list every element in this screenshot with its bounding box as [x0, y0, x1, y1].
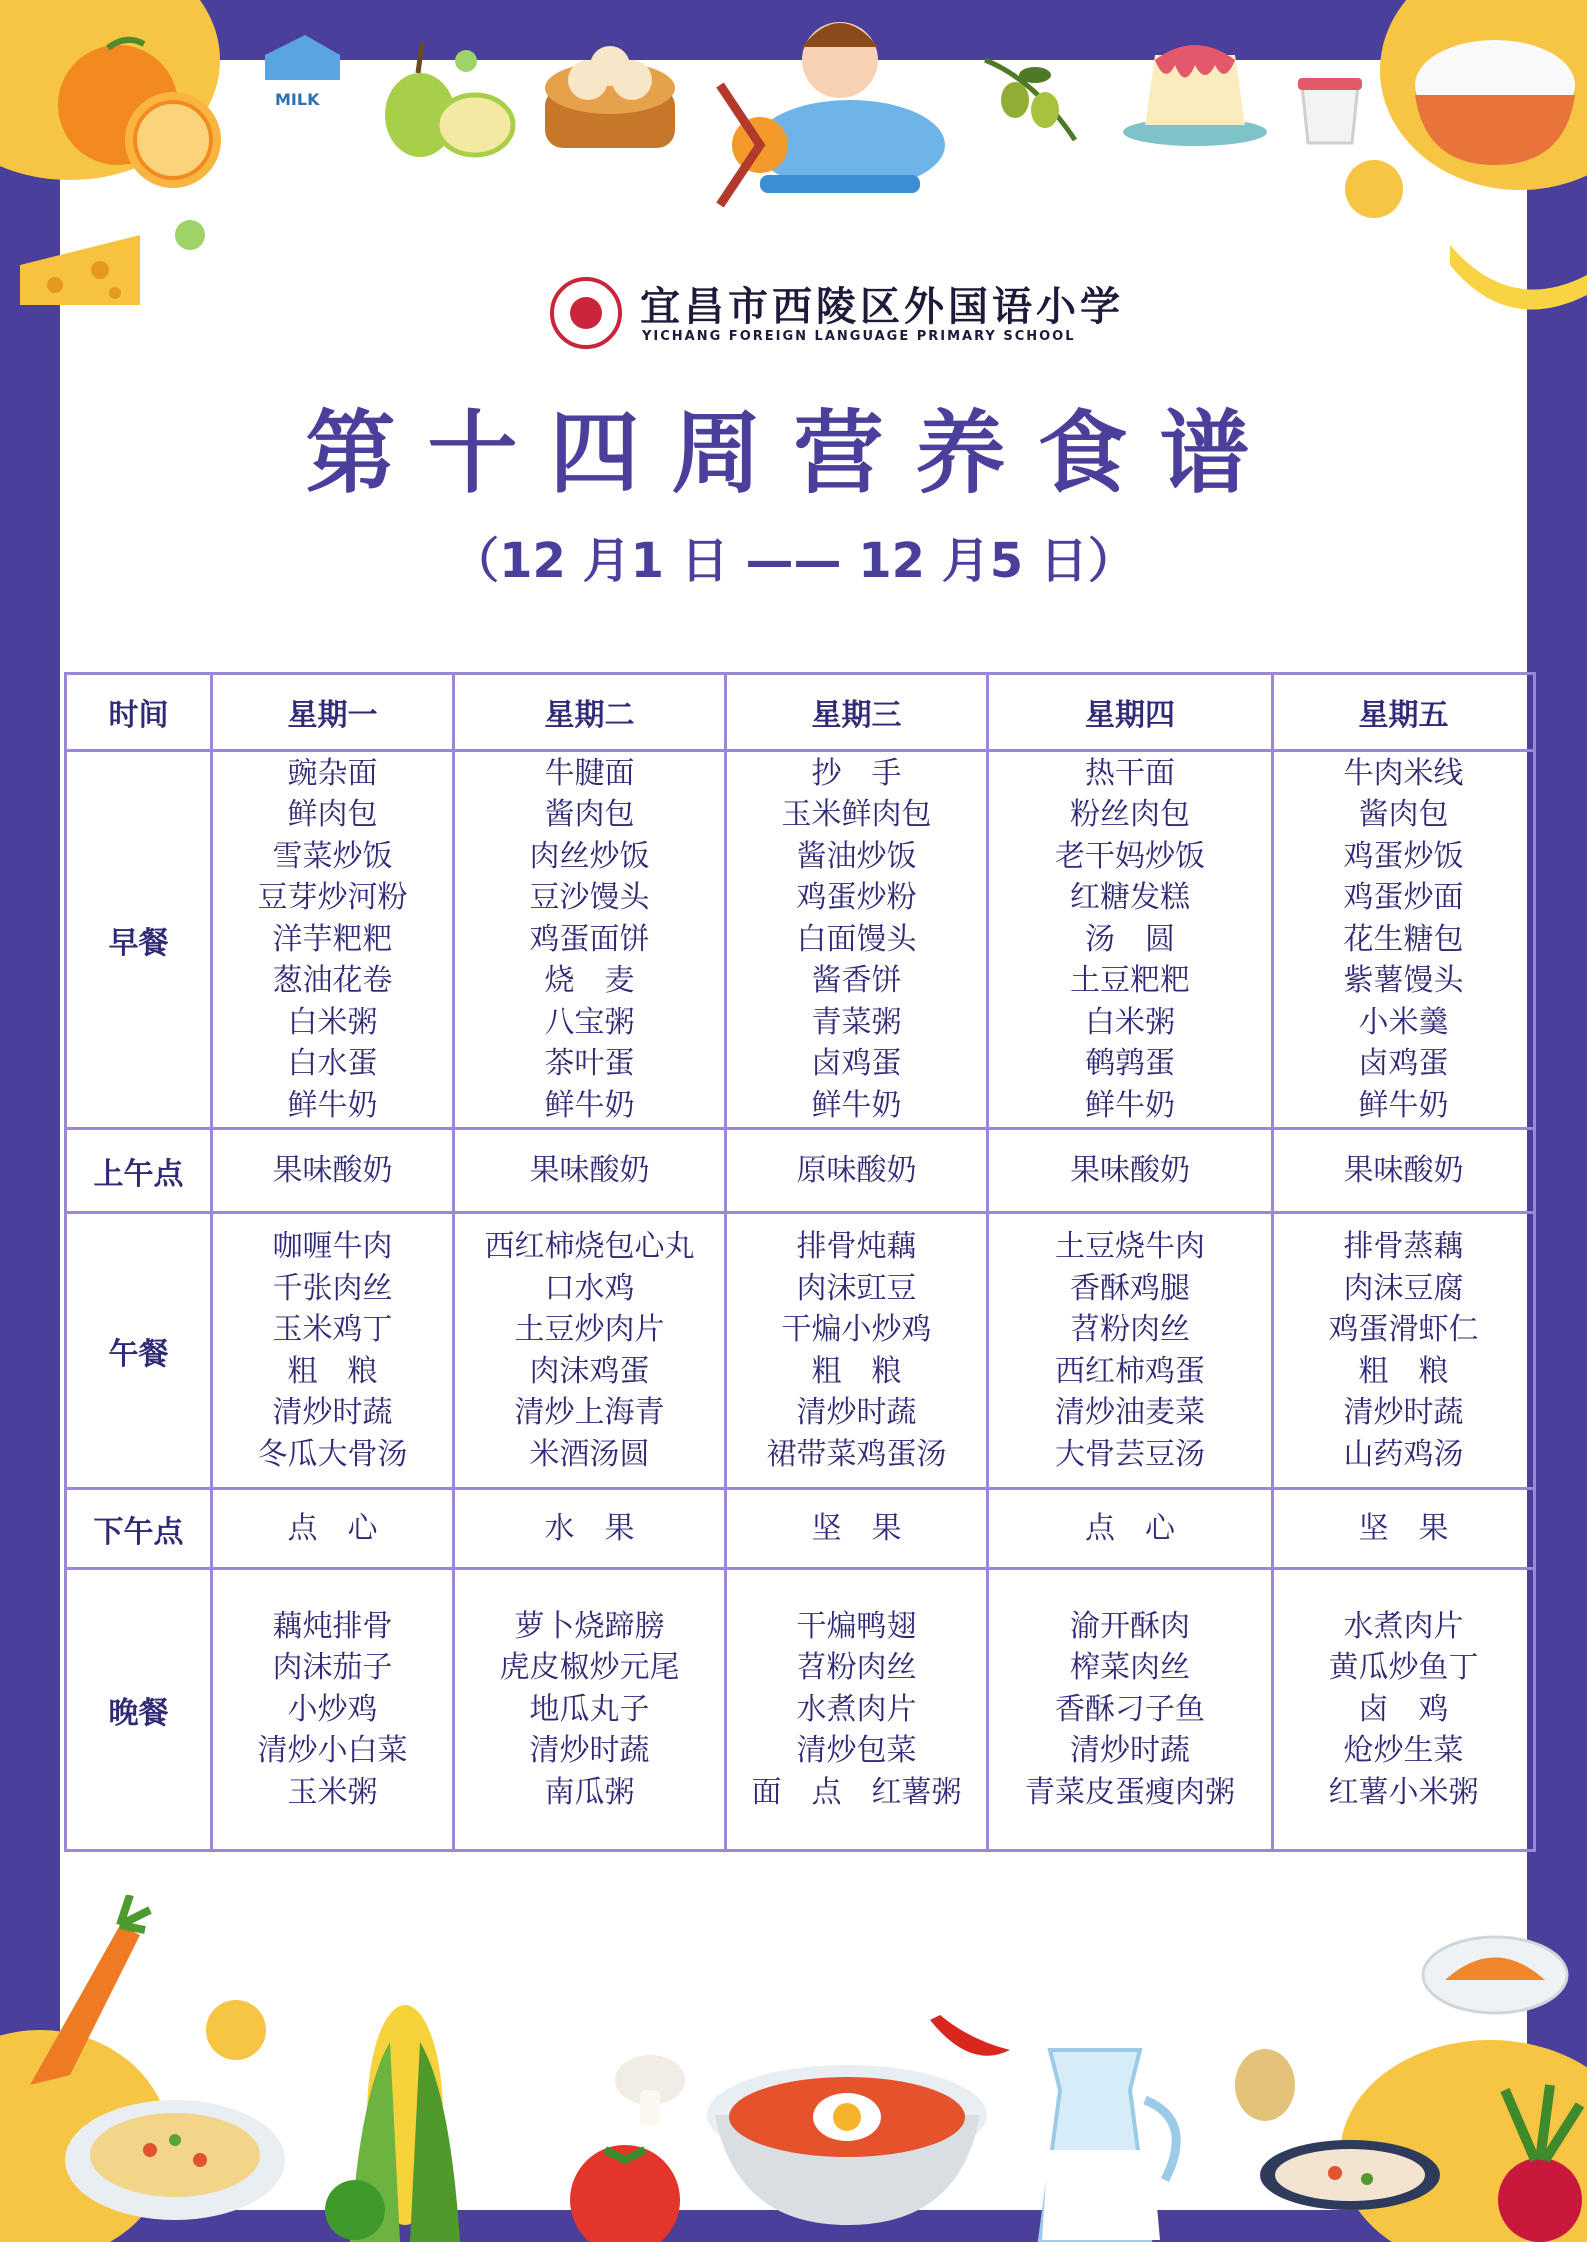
menu-item: 水煮肉片 [1343, 1608, 1464, 1644]
menu-item: 抄 手 [811, 755, 902, 791]
header-tuesday: 星期二 [454, 674, 726, 751]
menu-item: 清炒小白菜 [257, 1733, 408, 1769]
menu-item: 香酥鸡腿 [1070, 1270, 1190, 1306]
menu-item: 裙带菜鸡蛋汤 [766, 1436, 947, 1472]
menu-item: 鸡蛋炒饭 [1343, 838, 1464, 874]
menu-cell-friday [1273, 1569, 1535, 1851]
menu-item: 虎皮椒炒元尾 [499, 1650, 680, 1686]
menu-item: 口水鸡 [544, 1270, 635, 1306]
menu-cell-friday [1273, 751, 1535, 1129]
pear-icon [370, 25, 530, 165]
menu-item: 千张肉丝 [272, 1270, 393, 1306]
school-header [550, 273, 1124, 353]
menu-cell-wednesday [726, 1569, 988, 1851]
school-name-en: YICHANG FOREIGN LANGUAGE PRIMARY SCHOOL [642, 329, 1076, 344]
school-seal-icon [550, 277, 622, 349]
radish-icon [1460, 2080, 1587, 2242]
carrot-icon [20, 1895, 160, 2095]
menu-table [64, 672, 1536, 1852]
menu-cell-monday [212, 1213, 454, 1489]
meal-label: 下午点 [66, 1489, 212, 1569]
menu-item: 卤 鸡 [1358, 1691, 1449, 1727]
menu-cell-friday [1273, 1213, 1535, 1489]
airplane-kid-icon [690, 5, 960, 220]
menu-item: 小米羹 [1358, 1004, 1449, 1040]
menu-item: 鸡蛋炒面 [1343, 880, 1464, 916]
menu-item: 藕炖排骨 [272, 1608, 393, 1644]
menu-cell-thursday [988, 1569, 1273, 1851]
header-time: 时间 [66, 674, 212, 751]
dinner-row [66, 1569, 1535, 1851]
menu-item: 肉沫茄子 [272, 1650, 393, 1686]
header-thursday: 星期四 [988, 674, 1273, 751]
menu-item: 点 心 [287, 1510, 378, 1546]
menu-item: 酱肉包 [544, 797, 635, 833]
soup-bowl-icon [1255, 2135, 1445, 2242]
menu-item: 清炒时蔬 [272, 1395, 393, 1430]
meal-label: 早餐 [66, 751, 212, 1129]
menu-item: 苕粉肉丝 [1070, 1312, 1190, 1347]
menu-item: 干煸鸭翅 [796, 1608, 917, 1644]
lunch-row [66, 1213, 1535, 1489]
menu-item: 卤鸡蛋 [1358, 1046, 1449, 1082]
header-friday: 星期五 [1273, 674, 1535, 751]
menu-item: 肉沫鸡蛋 [529, 1353, 650, 1389]
menu-item: 玉米粥 [287, 1774, 378, 1810]
yogurt-cup-icon [1290, 70, 1370, 150]
menu-cell-friday [1273, 1489, 1535, 1569]
menu-cell-tuesday [454, 751, 726, 1129]
menu-item: 冬瓜大骨汤 [257, 1436, 408, 1472]
menu-item: 肉沫豆腐 [1343, 1270, 1464, 1306]
rice-bowl-icon [1405, 20, 1585, 180]
menu-item: 牛腱面 [544, 755, 635, 791]
menu-item: 点 心 [1085, 1510, 1175, 1546]
meal-label: 晚餐 [66, 1569, 212, 1851]
menu-item: 白米粥 [1085, 1004, 1175, 1040]
menu-item: 白米粥 [287, 1004, 378, 1040]
menu-item: 洋芋粑粑 [272, 921, 393, 957]
menu-item: 排骨蒸藕 [1343, 1229, 1464, 1264]
yellow-dot-decoration [206, 2000, 266, 2060]
menu-item: 豌杂面 [287, 755, 378, 791]
menu-cell-monday [212, 1129, 454, 1213]
cheese-icon [15, 225, 145, 315]
noodle-bowl-icon [705, 2055, 990, 2242]
milk-jug-icon [1020, 2030, 1200, 2242]
tomato-icon [560, 2130, 690, 2242]
menu-item: 原味酸奶 [796, 1152, 917, 1188]
menu-item: 土豆粑粑 [1070, 963, 1190, 999]
menu-item: 炝炒生菜 [1343, 1733, 1464, 1769]
menu-cell-thursday [988, 1489, 1273, 1569]
mushroom-icon [610, 2050, 690, 2130]
menu-item: 豆沙馒头 [529, 880, 650, 916]
menu-item: 果味酸奶 [529, 1152, 650, 1188]
menu-item: 玉米鸡丁 [272, 1312, 393, 1347]
menu-cell-tuesday [454, 1213, 726, 1489]
menu-item: 果味酸奶 [1070, 1152, 1190, 1188]
menu-item: 粉丝肉包 [1070, 797, 1190, 833]
menu-item: 香酥刁子鱼 [1055, 1691, 1205, 1727]
menu-item: 地瓜丸子 [529, 1691, 650, 1727]
svg-text:MILK: MILK [275, 90, 320, 109]
menu-item: 鲜牛奶 [1085, 1087, 1175, 1123]
menu-cell-tuesday [454, 1569, 726, 1851]
menu-item: 清炒时蔬 [1070, 1733, 1190, 1769]
afternoon-snack-row [66, 1489, 1535, 1569]
page-title: 第十四周营养食谱 [305, 401, 1282, 506]
menu-item: 渝开酥肉 [1070, 1608, 1190, 1644]
menu-item: 白面馒头 [796, 921, 917, 957]
menu-item: 烧 麦 [544, 963, 635, 999]
menu-cell-monday [212, 1569, 454, 1851]
menu-item: 果味酸奶 [272, 1152, 393, 1188]
menu-item: 鹌鹑蛋 [1085, 1046, 1175, 1082]
menu-item: 酱肉包 [1358, 797, 1449, 833]
menu-item: 茶叶蛋 [544, 1046, 635, 1082]
menu-cell-monday [212, 1489, 454, 1569]
menu-item: 玉米鲜肉包 [781, 797, 932, 833]
menu-item: 热干面 [1085, 755, 1175, 791]
menu-item: 鸡蛋滑虾仁 [1328, 1312, 1479, 1347]
menu-item: 榨菜肉丝 [1070, 1650, 1190, 1686]
menu-item: 清炒油麦菜 [1055, 1395, 1205, 1430]
table-header-row [66, 674, 1535, 751]
date-range: （12 月1 日 —— 12 月5 日） [451, 533, 1136, 589]
school-name-cn: 宜昌市西陵区外国语小学 [640, 283, 1124, 330]
menu-item: 清炒时蔬 [529, 1733, 650, 1769]
menu-item: 紫薯馒头 [1343, 963, 1464, 999]
menu-item: 肉沫豇豆 [796, 1270, 917, 1306]
menu-item: 粗 粮 [287, 1353, 378, 1389]
menu-item: 雪菜炒饭 [272, 838, 393, 874]
menu-item: 粗 粮 [811, 1353, 902, 1389]
menu-cell-thursday [988, 1213, 1273, 1489]
menu-item: 老干妈炒饭 [1055, 838, 1205, 874]
menu-item: 葱油花卷 [272, 963, 393, 999]
menu-item: 小炒鸡 [287, 1691, 378, 1727]
menu-item: 坚 果 [1358, 1510, 1449, 1546]
menu-item: 干煸小炒鸡 [781, 1312, 932, 1347]
pudding-icon [1115, 20, 1275, 150]
menu-cell-wednesday [726, 1489, 988, 1569]
meal-label: 午餐 [66, 1213, 212, 1489]
menu-item: 苕粉肉丝 [796, 1650, 917, 1686]
menu-item: 肉丝炒饭 [529, 838, 650, 874]
menu-item: 水煮肉片 [796, 1691, 917, 1727]
menu-cell-tuesday [454, 1129, 726, 1213]
menu-item: 大骨芸豆汤 [1055, 1436, 1205, 1472]
menu-cell-thursday [988, 751, 1273, 1129]
menu-item: 卤鸡蛋 [811, 1046, 902, 1082]
menu-item: 黄瓜炒鱼丁 [1328, 1650, 1479, 1686]
dumplings-plate-icon [1420, 1925, 1570, 2020]
green-pepper-icon [320, 2160, 390, 2242]
menu-item: 鸡蛋面饼 [529, 921, 650, 957]
menu-item: 青菜皮蛋瘦肉粥 [1025, 1774, 1235, 1810]
menu-item: 清炒时蔬 [1343, 1395, 1464, 1430]
menu-item: 八宝粥 [544, 1004, 635, 1040]
meal-label: 上午点 [66, 1129, 212, 1213]
menu-item: 清炒包菜 [796, 1733, 917, 1769]
menu-item: 鲜牛奶 [287, 1087, 378, 1123]
noodles-plate-icon [60, 2080, 290, 2230]
menu-cell-monday [212, 751, 454, 1129]
menu-item: 山药鸡汤 [1343, 1436, 1464, 1472]
menu-cell-wednesday [726, 751, 988, 1129]
menu-item: 酱油炒饭 [796, 838, 917, 874]
menu-item: 红薯小米粥 [1328, 1774, 1479, 1810]
menu-item: 水 果 [544, 1510, 635, 1546]
menu-item: 鲜牛奶 [811, 1087, 902, 1123]
milk-carton-icon [245, 25, 355, 165]
steamed-buns-icon [540, 28, 680, 158]
menu-item: 清炒时蔬 [796, 1395, 917, 1430]
menu-cell-wednesday [726, 1213, 988, 1489]
menu-item: 红糖发糕 [1070, 880, 1190, 916]
menu-item: 汤 圆 [1085, 921, 1175, 957]
menu-item: 西红柿烧包心丸 [484, 1229, 695, 1264]
header-wednesday: 星期三 [726, 674, 988, 751]
menu-item: 粗 粮 [1358, 1353, 1449, 1389]
banana-icon [1440, 225, 1587, 315]
menu-item: 坚 果 [811, 1510, 902, 1546]
green-dot-decoration [175, 220, 205, 250]
menu-item: 面 点 红薯粥 [751, 1774, 962, 1810]
menu-item: 南瓜粥 [544, 1774, 635, 1810]
morning-snack-row [66, 1129, 1535, 1213]
menu-item: 牛肉米线 [1343, 755, 1464, 791]
yellow-dot-decoration [1345, 160, 1403, 218]
menu-item: 青菜粥 [811, 1004, 902, 1040]
orange-icon [48, 30, 238, 200]
menu-item: 清炒上海青 [514, 1395, 665, 1430]
menu-item: 白水蛋 [287, 1046, 378, 1082]
menu-cell-wednesday [726, 1129, 988, 1213]
menu-item: 土豆炒肉片 [514, 1312, 665, 1347]
menu-item: 米酒汤圆 [529, 1436, 650, 1472]
menu-item: 萝卜烧蹄膀 [514, 1608, 665, 1644]
breakfast-row [66, 751, 1535, 1129]
olive-branch-icon [975, 40, 1085, 150]
menu-item: 鸡蛋炒粉 [796, 880, 917, 916]
menu-item: 鲜牛奶 [544, 1087, 635, 1123]
menu-cell-thursday [988, 1129, 1273, 1213]
menu-cell-friday [1273, 1129, 1535, 1213]
menu-item: 鲜肉包 [287, 797, 378, 833]
menu-item: 豆芽炒河粉 [257, 880, 408, 916]
potato-icon [1230, 2045, 1300, 2125]
menu-item: 西红柿鸡蛋 [1055, 1353, 1205, 1389]
menu-cell-tuesday [454, 1489, 726, 1569]
menu-item: 果味酸奶 [1343, 1152, 1464, 1188]
menu-item: 酱香饼 [811, 963, 902, 999]
menu-item: 咖喱牛肉 [272, 1229, 393, 1264]
header-monday: 星期一 [212, 674, 454, 751]
menu-item: 鲜牛奶 [1358, 1087, 1449, 1123]
menu-item: 排骨炖藕 [796, 1229, 917, 1264]
menu-item: 花生糖包 [1343, 921, 1464, 957]
menu-item: 土豆烧牛肉 [1055, 1229, 1205, 1264]
